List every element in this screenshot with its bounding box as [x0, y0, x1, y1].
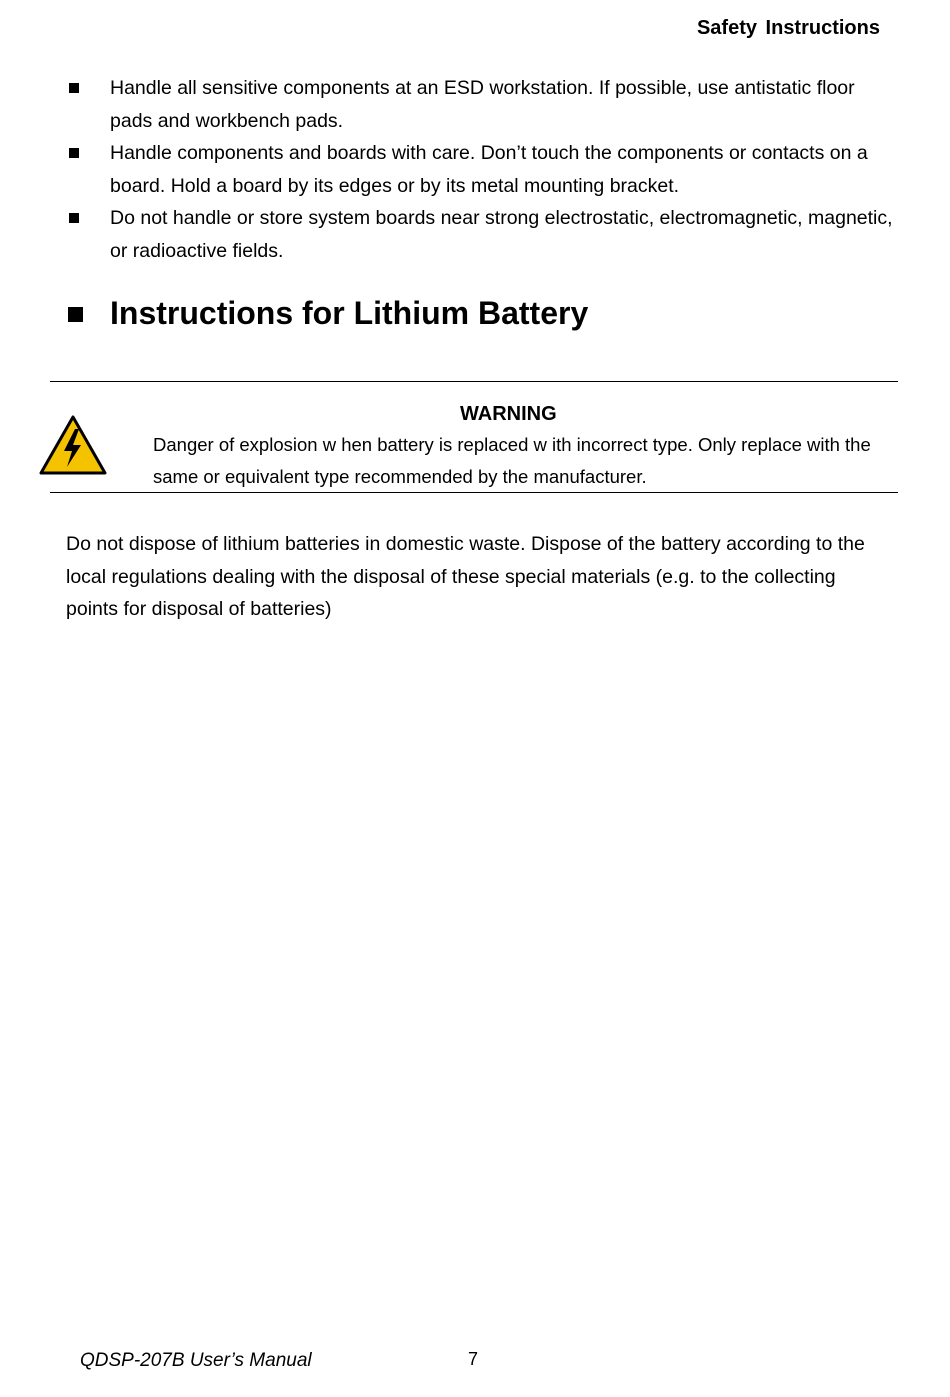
list-item-text: Do not handle or store system boards near strong electrostatic, electromagnetic, magnetic, or radioactive fields. — [110, 207, 893, 262]
square-bullet-icon — [69, 213, 79, 223]
footer-manual-title: QDSP-207B User’s Manual — [80, 1350, 312, 1371]
square-bullet-icon — [69, 148, 79, 158]
page-number: 7 — [468, 1349, 479, 1369]
warning-bottom-divider — [50, 492, 898, 493]
page-header-title: Safety Instructions — [696, 17, 880, 39]
list-item — [66, 72, 896, 137]
warning-text: Danger of explosion w hen battery is replaced w ith incorrect type. Only replace with the same or equivalent type recommended by the manufacturer. — [153, 434, 871, 487]
esd-precautions-list — [66, 72, 896, 267]
square-bullet-icon — [69, 83, 79, 93]
section-heading — [66, 295, 588, 332]
high-voltage-warning-icon — [39, 415, 107, 475]
section-heading-text: Instructions for Lithium Battery — [110, 295, 589, 331]
list-item — [66, 202, 896, 267]
list-item-text: Handle components and boards with care. Don’t touch the components or contacts on a board. Hold a board by its edges or by its metal mounting bracket. — [110, 142, 868, 197]
list-item — [66, 137, 896, 202]
list-item-text: Handle all sensitive components at an ESD workstation. If possible, use antistatic floor pads and workbench pads. — [110, 77, 855, 132]
square-bullet-icon — [68, 307, 83, 322]
warning-title: WARNING — [460, 403, 557, 425]
warning-top-divider — [50, 381, 898, 382]
disposal-paragraph: Do not dispose of lithium batteries in domestic waste. Dispose of the battery according to the local regulations dealing with the disposal of these special materials (e.g. to the collecting points for disposal of batteries) — [66, 533, 865, 620]
